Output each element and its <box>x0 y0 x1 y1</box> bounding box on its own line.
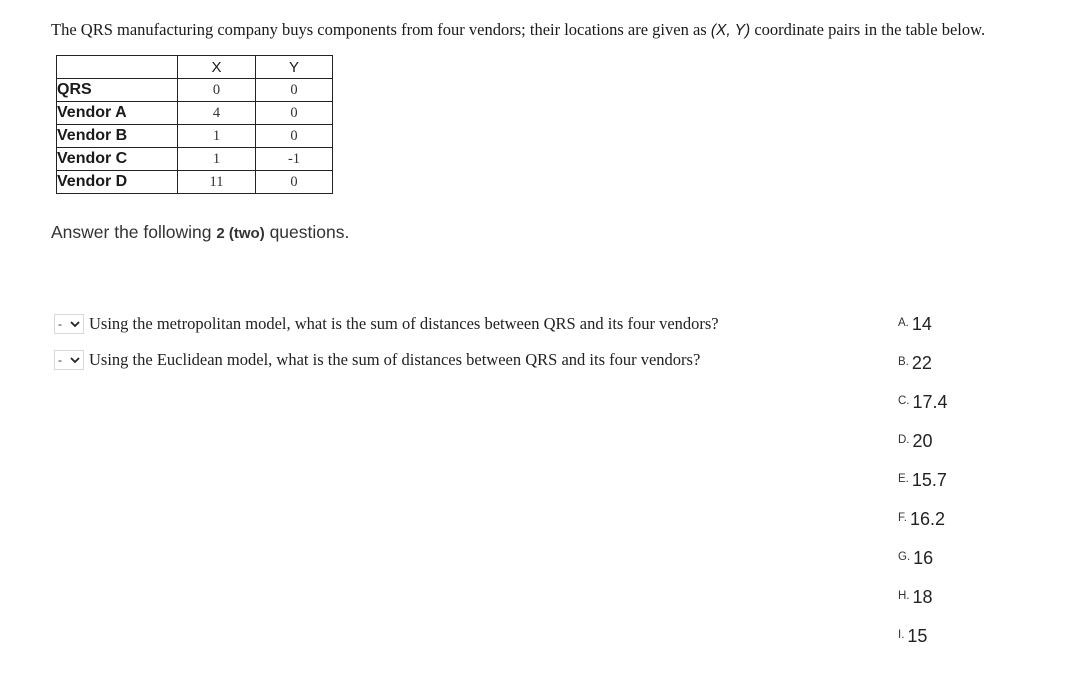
coordinates-table <box>56 55 333 194</box>
intro-before: The QRS manufacturing company buys components from four vendors; their locations are given as <box>51 20 711 39</box>
intro-text <box>51 20 985 40</box>
answer-option-c <box>898 392 948 418</box>
table-header-x: X <box>178 56 256 79</box>
row-label: Vendor B <box>57 125 178 148</box>
answer-option-a <box>898 314 932 340</box>
answer-option-f <box>898 509 945 535</box>
y-value: 0 <box>256 102 333 125</box>
answer-value: 17.4 <box>912 392 948 412</box>
answer-option-i <box>898 626 927 652</box>
answer-value: 16.2 <box>909 509 945 529</box>
answer-letter: B. <box>898 356 909 368</box>
table-row <box>57 171 333 194</box>
answer-option-d <box>898 431 933 457</box>
answer-value: 14 <box>911 314 932 334</box>
answer-letter: D. <box>898 434 910 446</box>
answer-letter: H. <box>898 590 910 602</box>
answer-letter: I. <box>898 629 905 641</box>
answer-value: 16 <box>913 548 934 568</box>
table-header-y: Y <box>256 56 333 79</box>
row-label: Vendor A <box>57 102 178 125</box>
instructions <box>51 222 349 243</box>
answer-select-value: - <box>58 317 62 331</box>
question-text: Using the Euclidean model, what is the sum of distances between QRS and its four vendors? <box>89 350 701 369</box>
instructions-after: questions. <box>264 222 350 242</box>
y-value: 0 <box>256 125 333 148</box>
answer-select-2[interactable] <box>54 350 84 370</box>
question-text: Using the metropolitan model, what is the sum of distances between QRS and its four vendors? <box>89 314 719 333</box>
answer-letter: G. <box>898 551 911 563</box>
table-row <box>57 148 333 171</box>
answer-letter: C. <box>898 395 910 407</box>
answer-value: 22 <box>911 353 932 373</box>
answer-value: 15 <box>907 626 928 646</box>
question-1 <box>54 313 719 335</box>
x-value: 0 <box>178 79 256 102</box>
table-row <box>57 102 333 125</box>
instructions-count: 2 (two) <box>216 225 265 242</box>
table-header-row <box>57 56 333 79</box>
y-value: -1 <box>256 148 333 171</box>
x-value: 11 <box>178 171 256 194</box>
answer-letter: F. <box>898 512 907 524</box>
answer-value: 15.7 <box>911 470 947 490</box>
answer-select-1[interactable] <box>54 314 84 334</box>
answer-option-g <box>898 548 933 574</box>
answer-letter: E. <box>898 473 909 485</box>
y-value: 0 <box>256 79 333 102</box>
table-row <box>57 125 333 148</box>
y-value: 0 <box>256 171 333 194</box>
intro-coord: (X, Y) <box>710 22 751 39</box>
chevron-down-icon <box>70 356 80 364</box>
x-value: 4 <box>178 102 256 125</box>
answer-letter: A. <box>898 317 909 329</box>
table-header-blank <box>57 56 178 79</box>
row-label: QRS <box>57 79 178 102</box>
answer-option-e <box>898 470 947 496</box>
x-value: 1 <box>178 148 256 171</box>
answer-value: 20 <box>912 431 933 451</box>
row-label: Vendor D <box>57 171 178 194</box>
answer-value: 18 <box>912 587 933 607</box>
table-row <box>57 79 333 102</box>
row-label: Vendor C <box>57 148 178 171</box>
intro-after: coordinate pairs in the table below. <box>750 20 986 39</box>
answer-select-value: - <box>58 353 62 367</box>
answer-option-b <box>898 353 932 379</box>
chevron-down-icon <box>70 320 80 328</box>
x-value: 1 <box>178 125 256 148</box>
instructions-before: Answer the following <box>51 222 217 242</box>
answer-option-h <box>898 587 933 613</box>
question-2 <box>54 349 700 371</box>
